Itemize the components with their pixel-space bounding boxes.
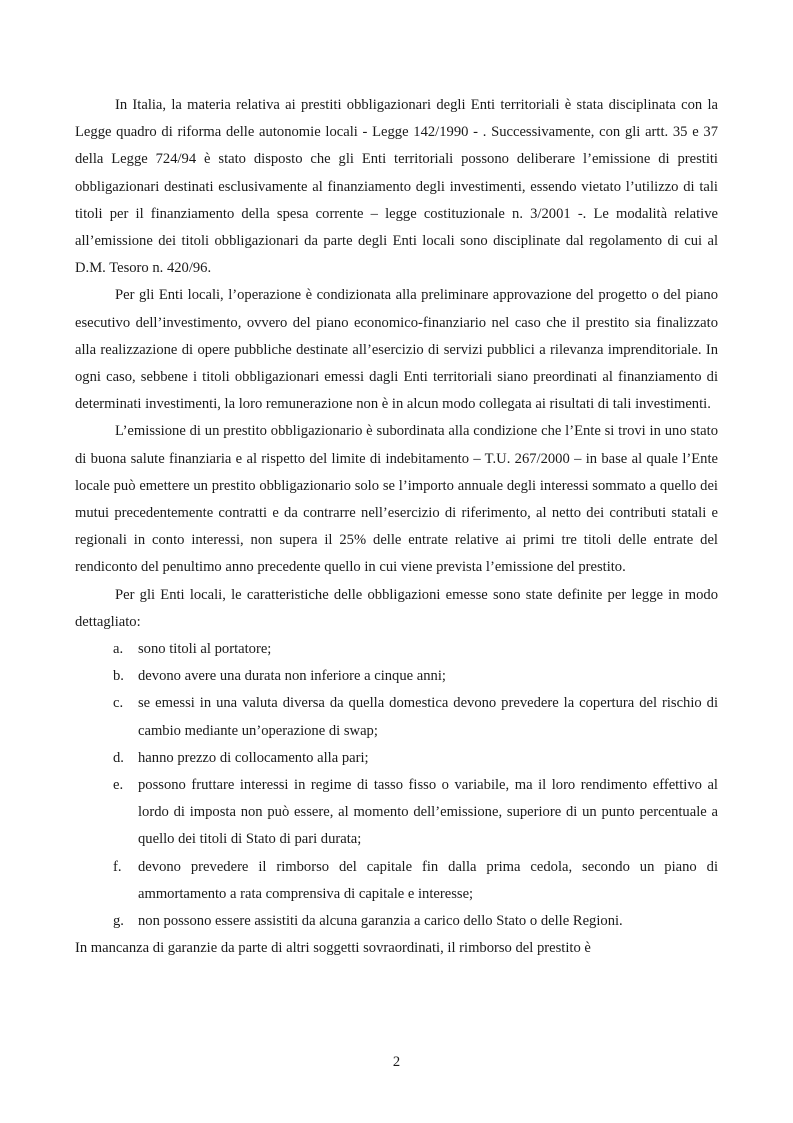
page-number: 2 — [392, 1054, 401, 1070]
list-marker: f. — [113, 858, 122, 875]
list-item — [75, 908, 718, 935]
list-item-text: non possono essere assistiti da alcuna garanzia a carico dello Stato o delle Regioni. — [138, 913, 623, 930]
paragraph-1: In Italia, la materia relativa ai prestiti obbligazionari degli Enti territoriali è stata disciplinata con la Legge quadro di riforma delle autonomie locali - Legge 142/1990 - . Successivamente, con gli artt. 35 e 37 della Legge 724/94 è stato disposto che gli Enti territoriali possono deliberare l’emissione di prestiti obbligazionari destinati esclusivamente al finanziamento degli investimenti, essendo vietato l’utilizzo di tali titoli per il finanziamento della spesa corrente – legge costituzionale n. 3/2001 -. Le modalità relative all’emissione dei titoli obbligazionari da parte degli Enti locali sono disciplinate dal regolamento di cui al D.M. Tesoro n. 420/96. — [75, 97, 718, 277]
list-item — [75, 636, 718, 663]
list-marker: b. — [113, 668, 124, 685]
list-item-text: se emessi in una valuta diversa da quella domestica devono prevedere la copertura del rischio di cambio mediante un’operazione di swap; — [138, 695, 718, 739]
document-body — [75, 92, 718, 963]
list-item-text: sono titoli al portatore; — [138, 641, 272, 658]
list-item-text: devono prevedere il rimborso del capitale fin dalla prima cedola, secondo un piano di ammortamento a rata comprensiva di capitale e interesse; — [138, 858, 718, 902]
list-item — [75, 854, 718, 908]
list-marker: d. — [113, 749, 124, 766]
list-item-text: devono avere una durata non inferiore a cinque anni; — [138, 668, 446, 685]
list-marker: g. — [113, 913, 124, 930]
paragraph-2: Per gli Enti locali, l’operazione è condizionata alla preliminare approvazione del progetto o del piano esecutivo dell’investimento, ovvero del piano economico-finanziario nel caso che il prestito sia finalizzato alla realizzazione di opere pubbliche destinate all’esercizio di servizi pubblici a rilevanza imprenditoriale. In ogni caso, sebbene i titoli obbligazionari emessi dagli Enti territoriali siano preordinati al finanziamento di determinati investimenti, la loro remunerazione non è in alcun modo collegata ai risultati di tali investimenti. — [75, 287, 718, 413]
list-item — [75, 690, 718, 744]
paragraph-3: L’emissione di un prestito obbligazionario è subordinata alla condizione che l’Ente si trovi in uno stato di buona salute finanziaria e al rispetto del limite di indebitamento – T.U. 267/2000 – in base al quale l’Ente locale può emettere un prestito obbligazionario solo se l’importo annuale degli interessi sommato a quello dei mutui precedentemente contratti e da contrarre nell’esercizio di riferimento, al netto dei contributi statali e regionali in conto interessi, non supera il 25% delle entrate relative ai primi tre titoli delle entrate del rendiconto del penultimo anno precedente quello in cui viene prevista l’emissione del prestito. — [75, 423, 718, 576]
list-marker: c. — [113, 695, 124, 712]
list-item-text: hanno prezzo di collocamento alla pari; — [138, 749, 369, 766]
list-item — [75, 772, 718, 854]
list-item-text: possono fruttare interessi in regime di tasso fisso o variabile, ma il loro rendimento effettivo al lordo di imposta non può essere, al momento dell’emissione, superiore di un punto percentuale a quello dei titoli di Stato di pari durata; — [138, 777, 718, 848]
list-marker: e. — [113, 777, 124, 794]
list-item — [75, 745, 718, 772]
paragraph-4: Per gli Enti locali, le caratteristiche delle obbligazioni emesse sono state definite per legge in modo dettagliato: — [75, 586, 718, 630]
bond-characteristics-list — [75, 636, 718, 935]
list-marker: a. — [113, 641, 124, 658]
closing-paragraph: In mancanza di garanzie da parte di altri soggetti sovraordinati, il rimborso del prestito è — [75, 940, 591, 957]
list-item — [75, 663, 718, 690]
